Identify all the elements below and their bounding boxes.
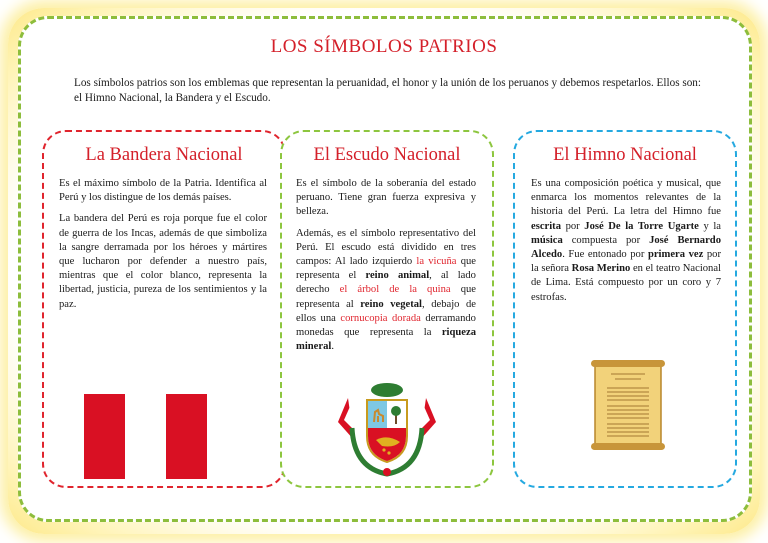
compositor-bold: José Bernardo Alcedo <box>531 234 721 261</box>
reino-vegetal-bold: reino vegetal <box>360 298 422 310</box>
himno-text-segment: Es una composición poética y musical, que enmarca los momentos relevantes de la historia del Perú. La letra del Himno fue <box>531 178 721 218</box>
bandera-title: La Bandera Nacional <box>85 145 243 165</box>
himno-text <box>531 177 721 312</box>
vicuna-highlight: la vicuña <box>416 256 457 268</box>
escudo-paragraph-1: Es el símbolo de la soberanía del estado peruano. Tiene gran fuerza expresiva y belleza. <box>296 178 476 218</box>
primera-vez-bold: primera vez <box>647 249 704 261</box>
himno-text-segment: . Fue entonado por <box>562 249 648 261</box>
escudo-card <box>280 130 494 488</box>
cantante-bold: Rosa Merino <box>571 263 631 275</box>
himno-text-segment: en el teatro Nacional de Lima. Está compuesto por un coro y 7 estrofas. <box>531 263 721 303</box>
musica-bold: música <box>531 234 563 246</box>
intro-paragraph: Los símbolos patrios son los emblemas que representan la peruanidad, el honor y la unión de los peruanos y debemos respetarlos. Ellos son: el Himno Nacional, la Bandera y el Escudo. <box>74 77 701 104</box>
escudo-text-segment: , al lado derecho <box>296 270 476 296</box>
himno-text-segment: por la señora <box>531 249 721 275</box>
cornucopia-highlight: cornucopia dorada <box>340 312 421 324</box>
flag-white-stripe <box>125 394 166 479</box>
bandera-card <box>42 130 286 488</box>
reino-animal-bold: reino animal <box>365 270 430 282</box>
escudo-title: El Escudo Nacional <box>313 145 461 165</box>
escudo-paragraph-2 <box>296 227 476 355</box>
bandera-paragraph-2: La bandera del Perú es roja porque fue el color de guerra de los Incas, además de que simboliza la sangre derramada por los héroes y mártires que lucharon por defender a nuestro país, mientras que el color blanco, representa la libertad, justicia, pureza de los sentimientos y la paz. <box>59 213 267 310</box>
escudo-text-segment: que representa al <box>296 284 476 310</box>
himno-paragraph <box>531 177 721 305</box>
anthem-scroll-image <box>589 356 667 454</box>
himno-card <box>513 130 737 488</box>
escudo-text-segment: . <box>331 341 334 353</box>
escudo-text-segment: Además, es el símbolo representativo del Perú. El escudo está dividido en tres campos: Al lado izquierdo <box>296 227 476 268</box>
escudo-text <box>296 177 476 361</box>
flag-red-stripe-left <box>84 394 125 479</box>
riqueza-mineral-bold: riqueza mineral <box>296 327 476 353</box>
peru-flag-image <box>84 394 207 479</box>
coat-of-arms-image <box>334 378 440 478</box>
bandera-paragraph-1: Es el máximo símbolo de la Patria. Identifica al Perú y los distingue de los demás países. <box>59 178 267 204</box>
escudo-text-segment: que representa el <box>296 256 476 282</box>
himno-text-segment: compuesta por <box>562 234 650 246</box>
flag-red-stripe-right <box>166 394 207 479</box>
escrita-bold: escrita <box>531 220 561 232</box>
bandera-text <box>59 177 267 319</box>
escudo-text-segment: , debajo de ellos una <box>296 298 476 324</box>
himno-title: El Himno Nacional <box>553 145 697 165</box>
autor-bold: José De la Torre Ugarte <box>584 220 699 232</box>
escudo-text-segment: derramando monedas que representa la <box>296 312 476 339</box>
himno-text-segment: por <box>561 220 585 232</box>
page-title: LOS SÍMBOLOS PATRIOS <box>270 36 498 57</box>
himno-text-segment: y la <box>698 220 721 232</box>
arbol-quina-highlight: el árbol de la quina <box>339 284 451 296</box>
